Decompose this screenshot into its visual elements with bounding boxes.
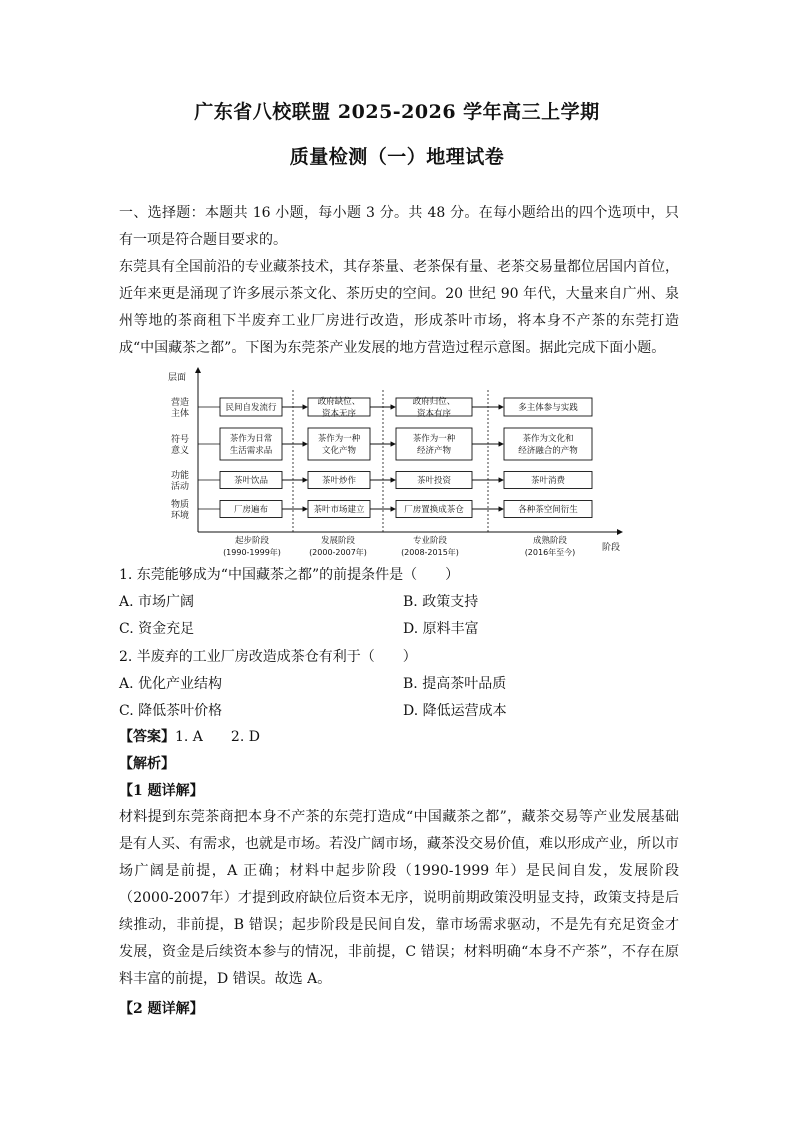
diagram-box-text: 资本无序 xyxy=(321,409,357,419)
diagram-box-text: 茶叶饮品 xyxy=(233,476,269,486)
diagram-box-text: 政府归位、 xyxy=(412,397,456,407)
question-2-option-c: C. 降低茶叶价格 xyxy=(119,703,223,719)
diagram-box-text: 茶叶炒作 xyxy=(321,476,357,486)
row-label: 环境 xyxy=(170,511,190,521)
diagram-box-text: 文化产物 xyxy=(321,446,357,456)
exam-title-line2: 质量检测（一）地理试卷 xyxy=(289,146,505,168)
exam-title-line1: 广东省八校联盟 2025-2026 学年高三上学期 xyxy=(194,101,600,123)
stage-years: (2016年至今) xyxy=(524,548,576,557)
row-label: 主体 xyxy=(170,409,190,419)
analysis-label: 【解析】 xyxy=(119,756,175,772)
row-label: 意义 xyxy=(170,446,190,456)
diagram-box-text: 茶叶投资 xyxy=(416,476,452,486)
answer-text: 1. A 2. D xyxy=(175,729,260,745)
answer-line xyxy=(119,727,260,747)
diagram-box-text: 茶叶市场建立 xyxy=(313,505,365,515)
diagram-box-text: 茶作为一种 xyxy=(317,434,361,444)
question-1-stem: 1. 东莞能够成为“中国藏茶之都”的前提条件是（ ） xyxy=(119,567,460,583)
diagram-box-text: 多主体参与实践 xyxy=(518,403,578,413)
question-1-option-b: B. 政策支持 xyxy=(403,594,479,610)
stage-name: 成熟阶段 xyxy=(532,536,568,546)
diagram-box-text: 民间自发流行 xyxy=(225,403,277,413)
diagram-box-text: 茶作为日常 xyxy=(229,434,273,444)
row-label: 营造 xyxy=(170,398,190,408)
material-paragraph: 东莞具有全国前沿的专业藏茶技术，其存茶量、老茶保有量、老茶交易量都位居国内首位，近年来更是涌现了许多展示茶文化、茶历史的空间。20 世纪 90 年代，大量来自广州、泉州等地的茶商租下半废弃工业厂房进行改造，形成茶叶市场，将本身不产茶的东莞打造成“中国藏茶之都”。下图为东莞茶产业发展的地方营造过程示意图。据此完成下面小题。 xyxy=(119,259,679,356)
row-label: 物质 xyxy=(170,500,190,510)
question-2-option-a: A. 优化产业结构 xyxy=(119,676,223,692)
diagram-box-text: 资本有序 xyxy=(416,409,452,419)
question-2-stem: 2. 半废弃的工业厂房改造成茶仓有利于（ ） xyxy=(119,649,417,665)
q1-analysis-label: 【1 题详解】 xyxy=(119,783,204,799)
row-label: 功能 xyxy=(170,471,190,481)
x-axis-label: 阶段 xyxy=(602,543,621,553)
diagram-box-text: 经济融合的产物 xyxy=(518,446,578,456)
tea-industry-diagram xyxy=(160,364,640,564)
diagram-box-text: 生活需求品 xyxy=(229,446,273,456)
diagram-box-text: 茶作为一种 xyxy=(412,434,456,444)
y-axis-label: 层面 xyxy=(168,373,187,383)
q2-analysis-label: 【2 题详解】 xyxy=(119,1001,204,1017)
q1-analysis-text: 材料提到东莞茶商把本身不产茶的东莞打造成“中国藏茶之都”，藏茶交易等产业发展基础是有人买、有需求，也就是市场。若没广阔市场，藏茶没交易价值，难以形成产业，所以市场广阔是前提，A 正确；材料中起步阶段（1990-1999 年）是民间自发，发展阶段（2000-2007年）才提到政府缺位后资本无序，说明前期政策没明显支持，政策支持是后续推动，非前提，B 错误；起步阶段是民间自发，靠市场需求驱动，不是先有充足资金才发展，资金是后续资本参与的情况，非前提，C 错误；材料明确“本身不产茶”，不存在原料丰富的前提，D 错误。故选 A。 xyxy=(119,809,679,987)
question-1-option-a: A. 市场广阔 xyxy=(119,594,195,610)
section-instructions: 一、选择题：本题共 16 小题，每小题 3 分。共 48 分。在每小题给出的四个选项中，只有一项是符合题目要求的。 xyxy=(119,205,679,248)
stage-name: 发展阶段 xyxy=(320,536,356,546)
row-label: 符号 xyxy=(170,435,190,445)
diagram-box-text: 各种茶空间衍生 xyxy=(518,505,578,515)
stage-years: (2008-2015年) xyxy=(401,548,459,557)
stage-name: 起步阶段 xyxy=(234,536,270,546)
row-label: 活动 xyxy=(170,482,190,492)
question-1-option-d: D. 原料丰富 xyxy=(403,621,479,637)
question-2-option-d: D. 降低运营成本 xyxy=(403,703,507,719)
diagram-box-text: 茶叶消费 xyxy=(530,476,566,486)
question-2-option-b: B. 提高茶叶品质 xyxy=(403,676,507,692)
question-1-option-c: C. 资金充足 xyxy=(119,621,195,637)
diagram-box-text: 政府缺位、 xyxy=(317,397,361,407)
answer-label: 【答案】 xyxy=(119,729,175,745)
diagram-box-text: 经济产物 xyxy=(416,446,452,456)
stage-years: (1990-1999年) xyxy=(223,548,281,557)
diagram-box-text: 厂房遍布 xyxy=(233,505,269,515)
stage-name: 专业阶段 xyxy=(412,536,448,546)
diagram-box-text: 茶作为文化和 xyxy=(522,434,574,444)
diagram-box-text: 厂房置换成茶仓 xyxy=(404,505,464,515)
stage-years: (2000-2007年) xyxy=(309,548,367,557)
